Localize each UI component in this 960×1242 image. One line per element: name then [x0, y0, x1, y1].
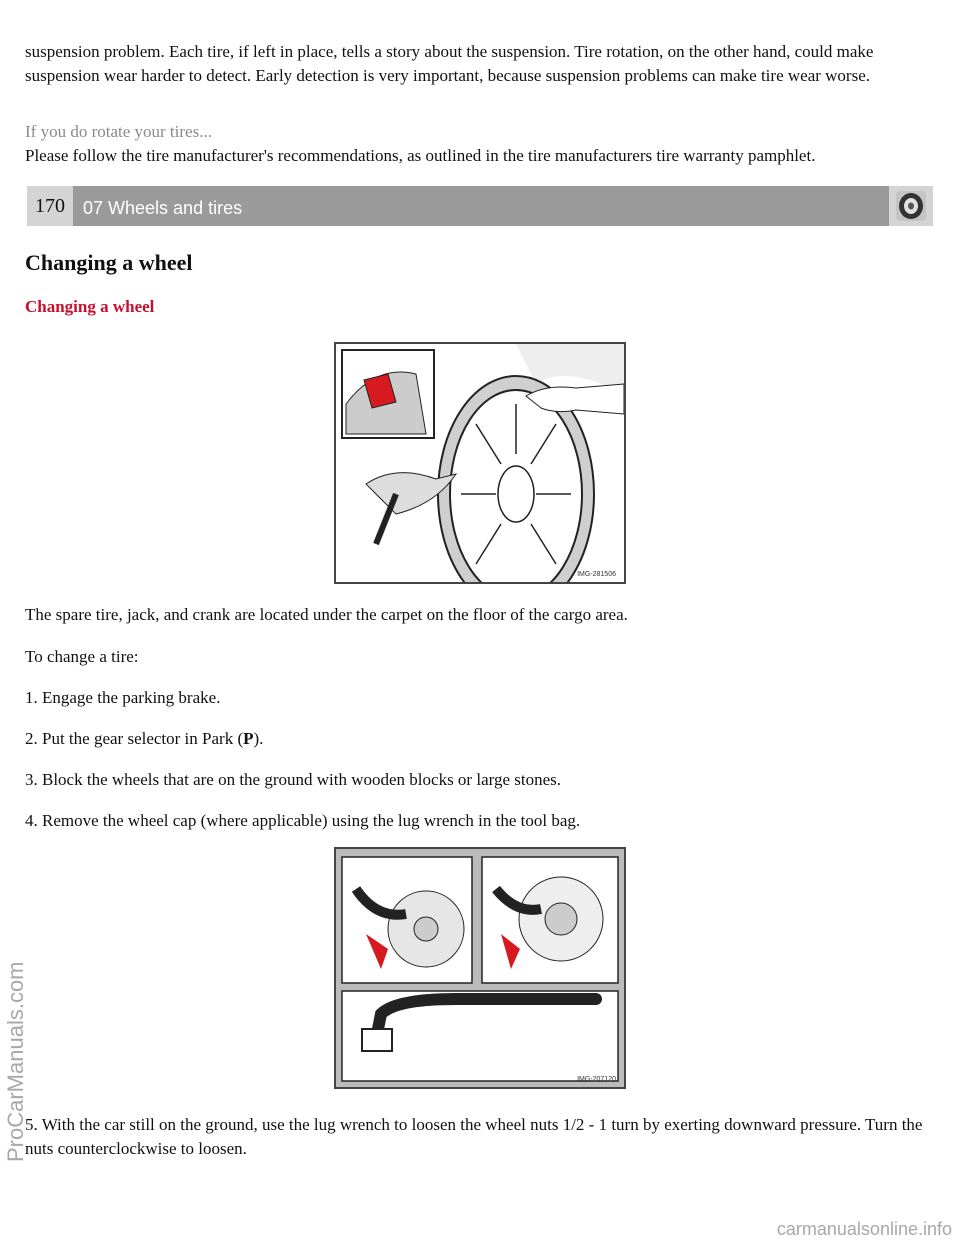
section-title: Changing a wheel [25, 250, 193, 275]
to-change-text: To change a tire: [25, 647, 139, 666]
wheel-section-icon [889, 186, 933, 226]
spare-location-text: The spare tire, jack, and crank are located under the carpet on the floor of the cargo area. [25, 605, 628, 624]
step-2: 2. Put the gear selector in Park (P). [25, 729, 264, 748]
section-subtitle: Changing a wheel [25, 297, 155, 316]
page-number: 170 [27, 186, 73, 226]
section-header-bar [27, 186, 933, 226]
step-1: 1. Engage the parking brake. [25, 688, 221, 707]
step-4: 4. Remove the wheel cap (where applicable) using the lug wrench in the tool bag. [25, 811, 581, 830]
park-letter: P [243, 729, 254, 748]
side-watermark: ProCarManuals.com [3, 961, 28, 1162]
wrench-image-code: IMG-207120 [577, 1076, 616, 1083]
step-5: 5. With the car still on the ground, use the lug wrench to loosen the wheel nuts 1/2 - 1 turn by exerting downward pressure. Turn the nuts counterclockwise to loosen. [25, 1115, 923, 1158]
section-label: 07 Wheels and tires [83, 197, 243, 218]
rotate-heading: If you do rotate your tires... [25, 122, 212, 141]
step-3: 3. Block the wheels that are on the ground with wooden blocks or large stones. [25, 770, 562, 789]
rotate-text: Please follow the tire manufacturer's recommendations, as outlined in the tire manufacturers tire warranty pamphlet. [25, 146, 816, 165]
lug-wrench-illustration [334, 847, 626, 1089]
wheel-cap-illustration [334, 342, 626, 584]
footer-watermark: carmanualsonline.info [776, 1219, 952, 1239]
intro-paragraph: suspension problem. Each tire, if left in place, tells a story about the suspension. Tire rotation, on the other hand, could make suspension wear harder to detect. Early detection is very important, because suspension problems can make tire wear worse. [25, 42, 874, 85]
wheel-image-code: IMG-281506 [577, 571, 616, 578]
